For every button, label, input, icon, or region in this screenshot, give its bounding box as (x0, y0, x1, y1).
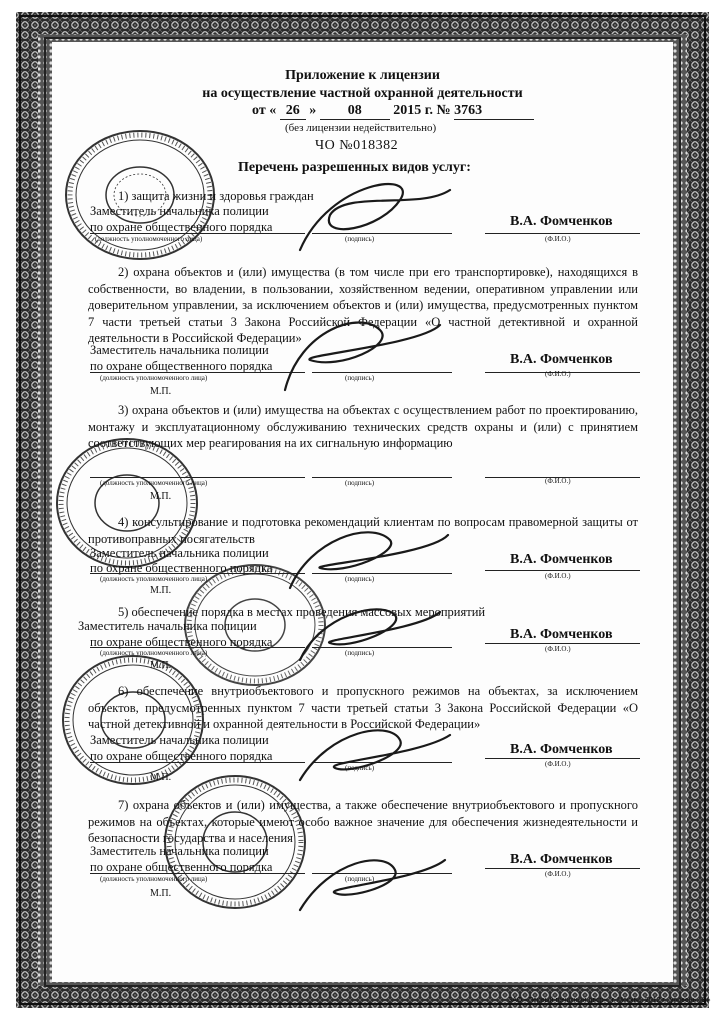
signer-post: по охране общественного порядка (90, 749, 273, 763)
signer-post: Заместитель начальника полиции (78, 619, 257, 633)
signer-name: В.А. Фомченков (510, 627, 613, 642)
date-day: 26 (280, 103, 306, 120)
position-caption: (должность уполномоченного лица) (100, 649, 208, 657)
printer-footer: ЗАО «Первый печатный двор», г. Москва, 2012 г., уровень «Б» (508, 997, 711, 1004)
fio-caption: (Ф.И.О.) (545, 235, 571, 243)
signature-caption: (подпись) (345, 764, 375, 772)
seal-label: М.П. (150, 386, 172, 397)
date-mid: » (309, 103, 317, 118)
signer-post: по охране общественного порядка (90, 561, 273, 575)
service-item-3: 3) охрана объектов и (или) имущества на объектах с осуществлением работ по проектированию, монтажу и эксплуатационному обслуживанию технических средств охраны и (или) с принятием соответствующих мер реагирования на их сигнальную информацию (88, 403, 638, 450)
signature-caption: (подпись) (345, 479, 375, 487)
signer-post: Заместитель начальника полиции (90, 546, 269, 560)
signer-name: В.А. Фомченков (510, 852, 613, 867)
signer-post: Заместитель начальника полиции (90, 343, 269, 357)
signature (290, 532, 448, 588)
fio-caption: (Ф.И.О.) (545, 870, 571, 878)
fio-caption: (Ф.И.О.) (545, 477, 571, 485)
signature (300, 730, 450, 780)
position-caption: (должность уполномоченного лица) (100, 575, 208, 583)
signature-caption: (подпись) (345, 649, 375, 657)
signer-name: В.А. Фомченков (510, 214, 613, 229)
signer-post: по охране общественного порядка (90, 220, 273, 234)
signer-name: В.А. Фомченков (510, 552, 613, 567)
seal-label: М.П. (150, 585, 172, 596)
service-item-5: 5) обеспечение порядка в местах проведения массовых мероприятий (118, 605, 486, 619)
signature-caption: (подпись) (345, 875, 375, 883)
form-series: ЧО №018382 (315, 138, 399, 153)
fio-caption: (Ф.И.О.) (545, 370, 571, 378)
position-caption: (должность уполномоченного лица) (100, 479, 208, 487)
service-item-1: 1) защита жизни и здоровья граждан (118, 189, 314, 203)
signer-post: по охране общественного порядка (90, 860, 273, 874)
signer-post: по охране общественного порядка (90, 635, 273, 649)
seal-label: М.П. (150, 660, 172, 671)
signer-name: В.А. Фомченков (510, 352, 613, 367)
date-month: 08 (320, 103, 390, 120)
service-item-4: 4) консультирование и подготовка рекомендаций клиентам по вопросам правомерной защиты от противоправных посягательств (88, 515, 638, 546)
seal-label: М.П. (150, 772, 172, 783)
signer-post: Заместитель начальника полиции (90, 733, 269, 747)
signer-post: Заместитель начальника полиции (90, 204, 269, 218)
signer-post: Заместитель начальника полиции (90, 844, 269, 858)
fio-caption: (Ф.И.О.) (545, 645, 571, 653)
services-list-title: Перечень разрешенных видов услуг: (238, 160, 471, 175)
document-subtitle: на осуществление частной охранной деятельности (202, 86, 523, 101)
seal-label: М.П. (150, 888, 172, 899)
service-item-2: 2) охрана объектов и (или) имущества (в том числе при его транспортировке), находящихся в собственности, во владении, в пользовании, хозяйственном ведении, оперативном управлении или доверительном управлении, за исключением объектов и (или) имущества, предусмотренных пунктом 7 части третьей статьи 3 Закона Российской Федерации «О частной детективной и охранной деятельности в Российской Федерации» (88, 265, 638, 345)
service-item-6: 6) обеспечение внутриобъектового и пропускного режимов на объектах, за исключением объектов, предусмотренных пунктом 7 части третьей статьи 3 Закона Российской Федерации «О частной детективной и охранной деятельности в Российской Федерации» (88, 684, 638, 731)
signer-name: В.А. Фомченков (510, 742, 613, 757)
position-caption: (должность уполномоченного лица) (100, 374, 208, 382)
document-title: Приложение к лицензии (285, 68, 440, 83)
signature (300, 860, 445, 910)
signature-caption: (подпись) (345, 575, 375, 583)
signature (300, 184, 450, 250)
validity-note: (без лицензии недействительно) (285, 122, 437, 134)
fio-caption: (Ф.И.О.) (545, 572, 571, 580)
license-number: 3763 (454, 103, 534, 120)
signature (285, 323, 440, 391)
date-prefix: от « (252, 103, 277, 118)
number-label: № (436, 103, 451, 118)
position-caption: (должность уполномоченного лица) (95, 235, 203, 243)
signature-caption: (подпись) (345, 374, 375, 382)
service-item-7: 7) охрана объектов и (или) имущества, а также обеспечение внутриобъектового и пропускного режимов на объектах, которые имеют особо важное значение для обеспечения жизнедеятельности и безопасности государства и населения (88, 798, 638, 845)
position-caption: (должность уполномоченного лица) (100, 875, 208, 883)
signature-caption: (подпись) (345, 235, 375, 243)
date-year: 2015 г. (393, 103, 433, 118)
signature (300, 609, 440, 660)
fio-caption: (Ф.И.О.) (545, 760, 571, 768)
signer-post: по охране общественного порядка (90, 359, 273, 373)
seal-label: М.П. (150, 491, 172, 502)
